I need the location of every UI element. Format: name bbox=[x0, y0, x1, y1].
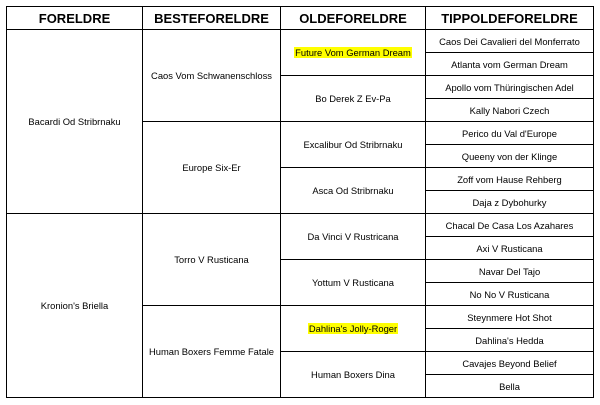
great-great-grandparent-cell bbox=[426, 375, 594, 398]
great-great-grandparent-cell bbox=[426, 53, 594, 76]
parent-cell bbox=[7, 30, 143, 214]
great-grandparent-cell bbox=[281, 214, 426, 260]
great-great-grandparent-name: Caos Dei Cavalieri del Monferrato bbox=[439, 35, 580, 47]
header-row bbox=[7, 7, 594, 30]
great-great-grandparent-name: Dahlina's Hedda bbox=[475, 334, 544, 346]
great-great-grandparent-cell bbox=[426, 260, 594, 283]
great-great-grandparent-name: Perico du Val d'Europe bbox=[462, 127, 557, 139]
grandparent-cell bbox=[143, 214, 281, 306]
great-great-grandparent-name: Zoff vom Hause Rehberg bbox=[457, 173, 562, 185]
great-grandparent-cell bbox=[281, 168, 426, 214]
great-great-grandparent-cell bbox=[426, 214, 594, 237]
great-grandparent-name: Asca Od Stribrnaku bbox=[312, 185, 394, 196]
great-great-grandparent-cell bbox=[426, 329, 594, 352]
great-grandparent-cell bbox=[281, 352, 426, 398]
great-great-grandparent-name: Bella bbox=[499, 380, 520, 392]
grandparent-name: Torro V Rusticana bbox=[174, 254, 249, 265]
great-great-grandparent-name: Axi V Rusticana bbox=[476, 242, 543, 254]
great-great-grandparent-cell bbox=[426, 168, 594, 191]
grandparent-name: Human Boxers Femme Fatale bbox=[148, 346, 275, 357]
pedigree-row bbox=[7, 30, 594, 53]
great-grandparent-cell bbox=[281, 260, 426, 306]
great-grandparent-name-highlighted: Dahlina's Jolly-Roger bbox=[308, 323, 398, 334]
parent-cell bbox=[7, 214, 143, 398]
parent-name: Bacardi Od Stribrnaku bbox=[28, 116, 121, 127]
great-great-grandparent-cell bbox=[426, 76, 594, 99]
great-grandparent-name: Human Boxers Dina bbox=[311, 369, 395, 380]
grandparent-cell bbox=[143, 122, 281, 214]
great-great-grandparent-cell bbox=[426, 352, 594, 375]
great-great-grandparent-name: Steynmere Hot Shot bbox=[467, 311, 552, 323]
great-grandparent-cell bbox=[281, 306, 426, 352]
great-great-grandparent-cell bbox=[426, 237, 594, 260]
great-grandparent-cell bbox=[281, 76, 426, 122]
great-great-grandparent-cell bbox=[426, 306, 594, 329]
great-grandparent-cell bbox=[281, 30, 426, 76]
great-great-grandparent-cell bbox=[426, 30, 594, 53]
great-great-grandparent-name: Daja z Dybohurky bbox=[472, 196, 547, 208]
grandparent-cell bbox=[143, 30, 281, 122]
grandparent-name: Europe Six-Er bbox=[182, 162, 241, 173]
parent-name: Kronion's Briella bbox=[40, 300, 109, 311]
great-grandparent-name: Excalibur Od Stribrnaku bbox=[303, 139, 403, 150]
great-great-grandparent-name: Navar Del Tajo bbox=[478, 265, 541, 277]
great-great-grandparent-name: No No V Rusticana bbox=[469, 288, 550, 300]
header-foreldre: FORELDRE bbox=[7, 7, 143, 30]
grandparent-name: Caos Vom Schwanenschloss bbox=[151, 70, 272, 81]
great-great-grandparent-cell bbox=[426, 191, 594, 214]
great-grandparent-cell bbox=[281, 122, 426, 168]
pedigree-table bbox=[6, 6, 594, 398]
great-great-grandparent-cell bbox=[426, 145, 594, 168]
header-tippoldeforeldre: TIPPOLDEFORELDRE bbox=[426, 7, 594, 30]
great-great-grandparent-name: Kally Nabori Czech bbox=[469, 104, 550, 116]
great-great-grandparent-name: Queeny von der Klinge bbox=[461, 150, 558, 162]
header-besteforeldre: BESTEFORELDRE bbox=[143, 7, 281, 30]
great-great-grandparent-cell bbox=[426, 283, 594, 306]
great-great-grandparent-name: Atlanta vom German Dream bbox=[451, 58, 568, 70]
great-great-grandparent-cell bbox=[426, 99, 594, 122]
great-grandparent-name: Da Vinci V Rustricana bbox=[307, 231, 399, 242]
great-grandparent-name-highlighted: Future Vom German Dream bbox=[295, 47, 411, 58]
great-grandparent-name: Bo Derek Z Ev-Pa bbox=[315, 93, 391, 104]
header-oldeforeldre: OLDEFORELDRE bbox=[281, 7, 426, 30]
great-grandparent-name: Yottum V Rusticana bbox=[312, 277, 394, 288]
grandparent-cell bbox=[143, 306, 281, 398]
great-great-grandparent-name: Chacal De Casa Los Azahares bbox=[445, 219, 574, 231]
great-great-grandparent-cell bbox=[426, 122, 594, 145]
great-great-grandparent-name: Apollo vom Thüringischen Adel bbox=[445, 81, 574, 93]
great-great-grandparent-name: Cavajes Beyond Belief bbox=[462, 357, 557, 369]
pedigree-body bbox=[7, 30, 594, 398]
pedigree-row bbox=[7, 214, 594, 237]
